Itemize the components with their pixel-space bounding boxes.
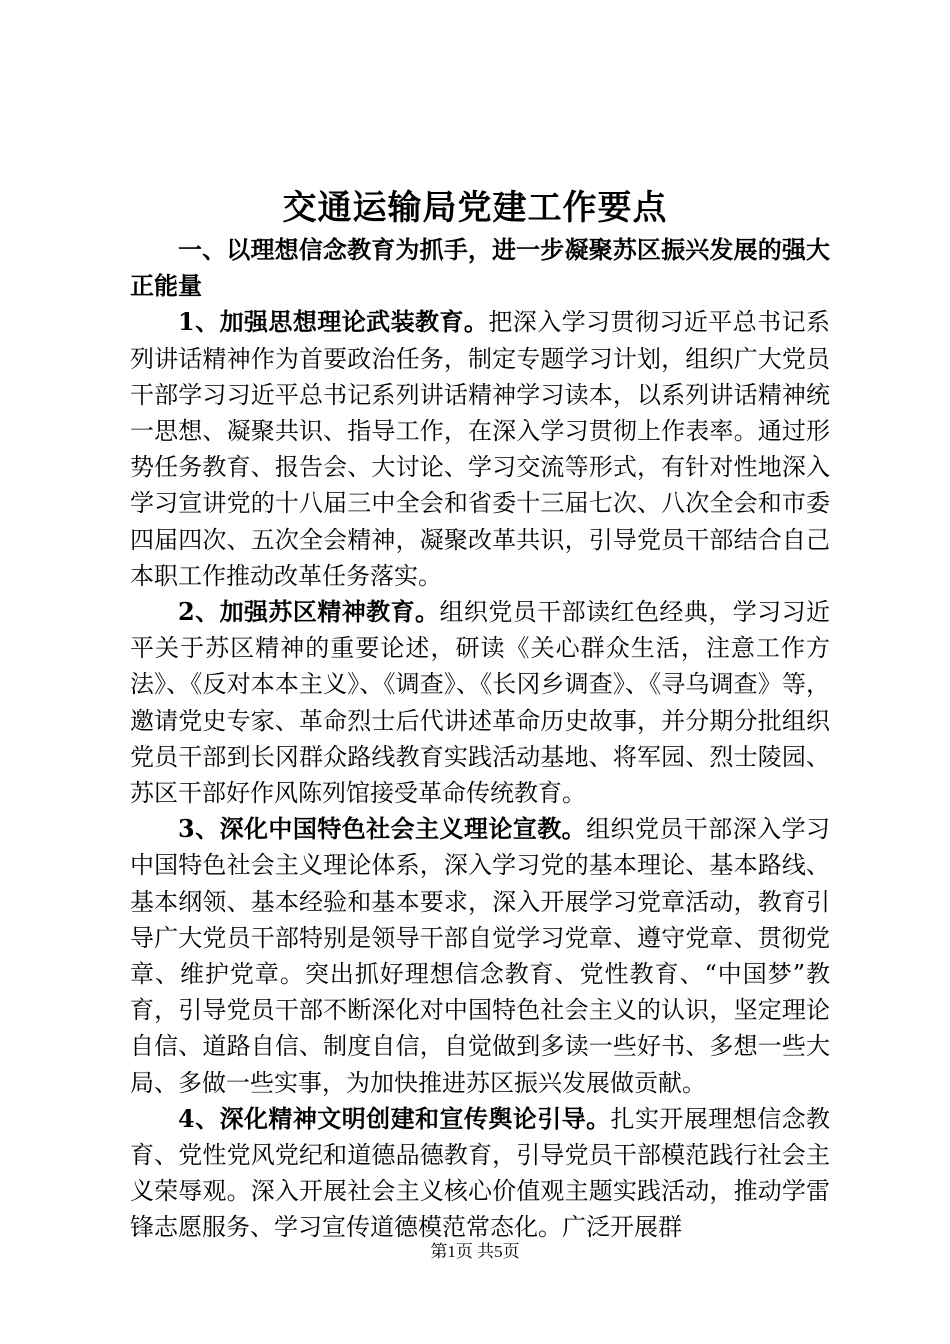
page-number-footer: 第1页 共5页 <box>430 1242 520 1261</box>
paragraph-text: 组织党员干部读红色经典，学习习近平关于苏区精神的重要论述，研读《关心群众生活，注意工作方法》、《反对本本主义》、《调查》、《长冈乡调查》、《寻乌调查》等，邀请党史专家、革命烈士后代讲述革命历史故事，并分期分批组织党员干部到长冈群众路线教育实践活动基地、将军园、烈士陵园、苏区干部好作风陈列馆接受革命传统教育。 <box>130 598 831 808</box>
paragraph-lead: 1、加强思想理论武装教育。 <box>178 307 489 337</box>
paragraph-text: 把深入学习贯彻习近平总书记系列讲话精神作为首要政治任务，制定专题学习计划，组织广大党员干部学习习近平总书记系列讲话精神学习读本，以系列讲话精神统一思想、凝聚共识、指导工作，在深入学习贯彻上作表率。通过形势任务教育、报告会、大讨论、学习交流等形式，有针对性地深入学习宣讲党的十八届三中全会和省委十三届七次、八次全会和市委四届四次、五次全会精神，凝聚改革共识，引导党员干部结合自己本职工作推动改革任务落实。 <box>130 308 831 590</box>
paragraph-item-1 <box>130 304 830 594</box>
paragraph-item-3 <box>130 811 830 1101</box>
paragraph-text: 组织党员干部深入学习中国特色社会主义理论体系，深入学习党的基本理论、基本路线、基本纲领、基本经验和基本要求，深入开展学习党章活动，教育引导广大党员干部特别是领导干部自觉学习党章、遵守党章、贯彻党章、维护党章。突出抓好理想信念教育、党性教育、“中国梦”教育，引导党员干部不断深化对中国特色社会主义的认识，坚定理论自信、道路自信、制度自信，自觉做到多读一些好书、多想一些大局、多做一些实事，为加快推进苏区振兴发展做贡献。 <box>130 815 831 1097</box>
document-title: 交通运输局党建工作要点 <box>282 188 668 228</box>
document-body <box>130 232 830 1246</box>
paragraph-text: 扎实开展理想信念教育、党性党风党纪和道德品德教育，引导党员干部模范践行社会主义荣辱观。深入开展社会主义核心价值观主题实践活动，推动学雷锋志愿服务、学习宣传道德模范常态化。广泛开展群 <box>130 1104 831 1242</box>
paragraph-item-4 <box>130 1101 830 1246</box>
section-heading: 一、以理想信念教育为抓手，进一步凝聚苏区振兴发展的强大正能量 <box>130 235 830 301</box>
paragraph-item-2 <box>130 594 830 811</box>
paragraph-lead: 4、深化精神文明创建和宣传舆论引导。 <box>178 1103 611 1133</box>
paragraph-lead: 3、深化中国特色社会主义理论宣教。 <box>178 814 587 844</box>
paragraph-lead: 2、加强苏区精神教育。 <box>178 597 440 627</box>
